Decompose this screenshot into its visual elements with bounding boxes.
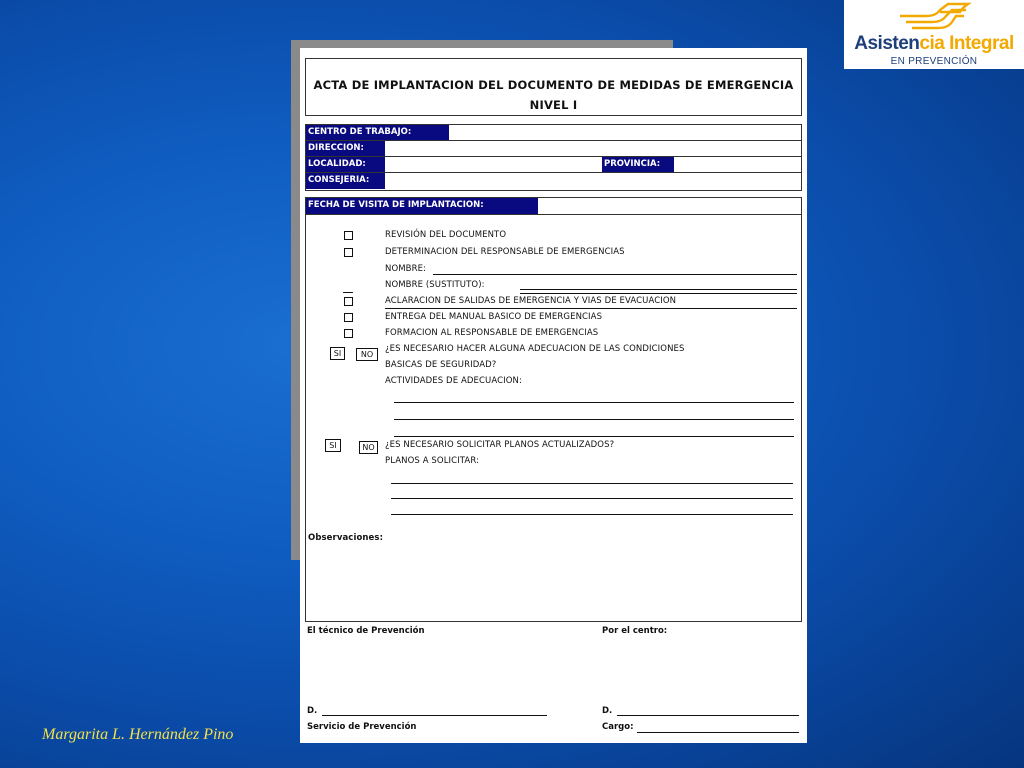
logo-subtitle: EN PREVENCIÓN xyxy=(890,56,978,67)
revision-checkbox[interactable] xyxy=(344,231,353,240)
checkbox-dash xyxy=(343,292,353,293)
aclaracion-label: ACLARACION DE SALIDAS DE EMERGENCIA Y VIAS DE EVACUACION xyxy=(385,296,677,306)
nombre-line[interactable] xyxy=(433,274,797,275)
document-title-box xyxy=(305,58,802,116)
form-document xyxy=(300,48,807,743)
nombre-sustituto-label: NOMBRE (SUSTITUTO): xyxy=(385,280,485,290)
q1-line-1[interactable] xyxy=(394,402,794,403)
q1-question-line1: ¿ES NECESARIO HACER ALGUNA ADECUACION DE LAS CONDICIONES xyxy=(385,344,685,354)
fecha-label: FECHA DE VISITA DE IMPLANTACION: xyxy=(306,198,538,214)
q2-no-box[interactable]: NO xyxy=(359,441,378,454)
q2-line-2[interactable] xyxy=(391,498,793,499)
tecnico-label: El técnico de Prevención xyxy=(307,626,425,636)
localidad-label: LOCALIDAD: xyxy=(306,157,385,172)
logo-wing-icon xyxy=(896,2,972,32)
revision-label: REVISIÓN DEL DOCUMENTO xyxy=(385,230,507,240)
nombre-label: NOMBRE: xyxy=(385,264,427,274)
formacion-label: FORMACION AL RESPONSABLE DE EMERGENCIAS xyxy=(385,328,599,338)
q2-planos-label: PLANOS A SOLICITAR: xyxy=(385,456,480,466)
q2-line-1[interactable] xyxy=(391,483,793,484)
fecha-row xyxy=(306,198,801,215)
servicio-label: Servicio de Prevención xyxy=(307,722,417,732)
cargo-label: Cargo: xyxy=(602,722,634,732)
formacion-checkbox[interactable] xyxy=(344,329,353,338)
q2-question: ¿ES NECESARIO SOLICITAR PLANOS ACTUALIZADOS? xyxy=(385,440,615,450)
signature-area xyxy=(305,622,802,743)
consejeria-row xyxy=(306,173,801,189)
centro-row xyxy=(306,125,801,141)
observaciones-label: Observaciones: xyxy=(308,533,384,543)
entrega-checkbox[interactable] xyxy=(344,313,353,322)
entrega-label: ENTREGA DEL MANUAL BASICO DE EMERGENCIAS xyxy=(385,312,603,322)
centro-signature-line[interactable] xyxy=(617,715,799,716)
q1-yes-box[interactable]: SI xyxy=(330,347,345,360)
localidad-row xyxy=(306,157,801,173)
nombre-sustituto-line[interactable] xyxy=(520,289,797,290)
aclaracion-checkbox[interactable] xyxy=(344,297,353,306)
centro-label: CENTRO DE TRABAJO: xyxy=(306,125,449,140)
q1-no-box[interactable]: NO xyxy=(356,348,378,361)
document-level: NIVEL I xyxy=(529,98,578,112)
centro-signature-label: Por el centro: xyxy=(602,626,668,636)
author-name: Margarita L. Hernández Pino xyxy=(42,726,234,743)
q2-line-3[interactable] xyxy=(391,514,793,515)
provincia-label: PROVINCIA: xyxy=(602,157,674,172)
aclaracion-line xyxy=(385,308,797,309)
company-logo xyxy=(844,0,1024,69)
determinacion-checkbox[interactable] xyxy=(344,248,353,257)
q2-yes-box[interactable]: SI xyxy=(325,439,341,452)
logo-name: Asistencia Integral xyxy=(854,33,1014,54)
q1-line-3[interactable] xyxy=(394,436,794,437)
q1-activities-label: ACTIVIDADES DE ADECUACION: xyxy=(385,376,522,386)
direccion-row xyxy=(306,141,801,157)
d-left-label: D. xyxy=(307,706,318,716)
document-title: ACTA DE IMPLANTACION DEL DOCUMENTO DE MEDIDAS DE EMERGENCIA xyxy=(313,78,794,92)
q1-question-line2: BASICAS DE SEGURIDAD? xyxy=(385,360,497,370)
direccion-label: DIRECCION: xyxy=(306,141,385,156)
visit-checklist-box xyxy=(305,197,802,622)
consejeria-label: CONSEJERIA: xyxy=(306,173,385,189)
determinacion-label: DETERMINACION DEL RESPONSABLE DE EMERGENCIAS xyxy=(385,247,625,257)
cargo-line[interactable] xyxy=(637,732,799,733)
workplace-info-table xyxy=(305,124,802,191)
d-right-label: D. xyxy=(602,706,613,716)
nombre-sustituto-line-2 xyxy=(520,293,797,294)
tecnico-signature-line[interactable] xyxy=(322,715,547,716)
q1-line-2[interactable] xyxy=(394,419,794,420)
